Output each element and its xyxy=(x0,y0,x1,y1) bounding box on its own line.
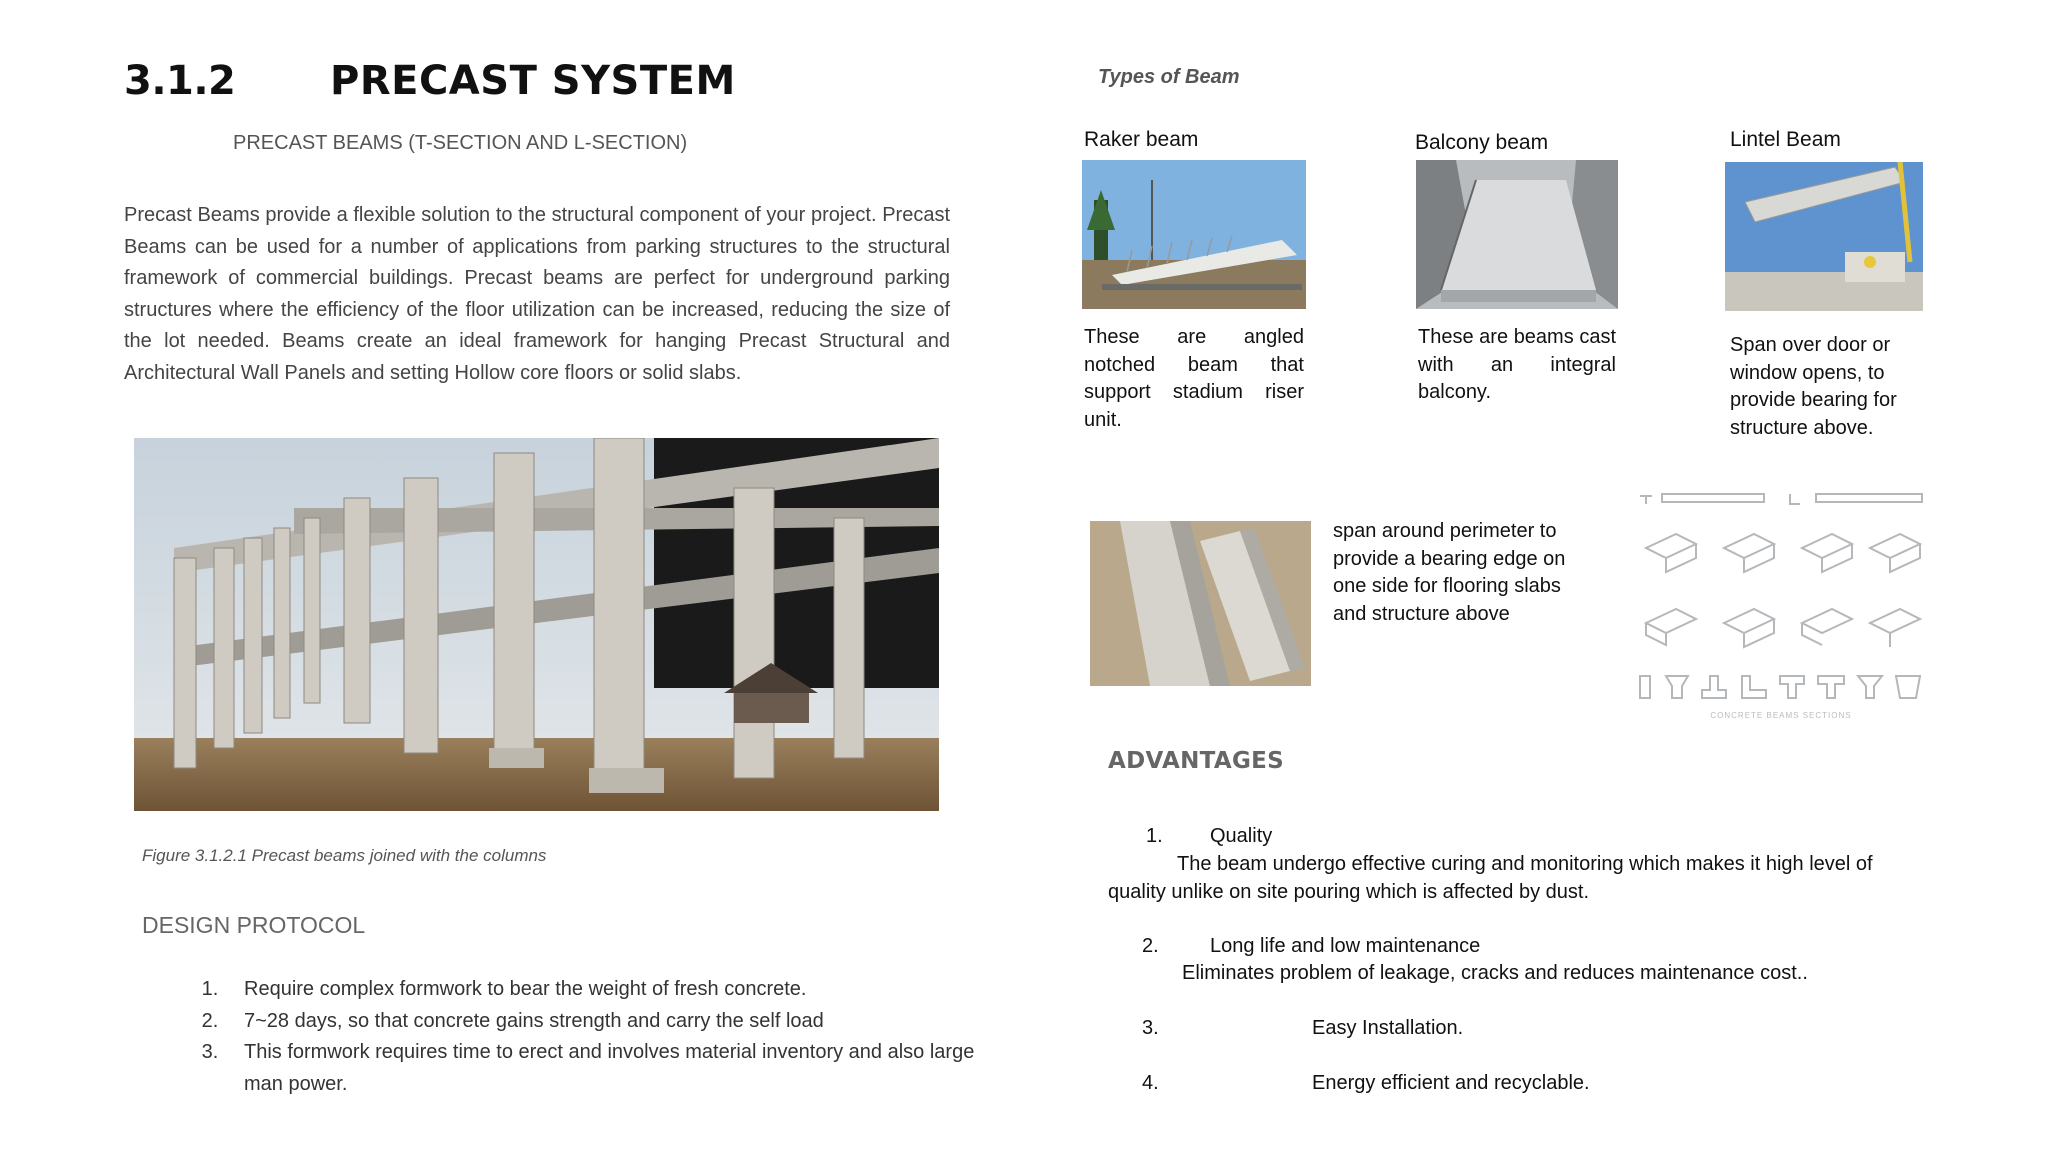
section-title: PRECAST SYSTEM xyxy=(330,58,736,104)
l-section-beam-photo xyxy=(1090,521,1311,686)
lintel-beam-description: Span over door or window opens, to provide bearing for structure above. xyxy=(1730,334,1897,439)
precast-structure-photo xyxy=(134,438,939,811)
section-subtitle: PRECAST BEAMS (T-SECTION AND L-SECTION) xyxy=(233,132,688,154)
advantage-title: Quality xyxy=(1210,825,1273,847)
list-item xyxy=(176,1037,1006,1100)
balcony-beam-description: These are beams cast with an integral balcony. xyxy=(1418,326,1616,403)
list-text: Require complex formwork to bear the weight of fresh concrete. xyxy=(244,978,807,1000)
lintel-beam-photo xyxy=(1725,162,1923,311)
advantages-heading: ADVANTAGES xyxy=(1108,748,1285,774)
list-number: 2. xyxy=(201,1009,219,1032)
sections-caption: CONCRETE BEAMS SECTIONS xyxy=(1710,711,1852,720)
design-protocol-list xyxy=(176,974,1006,1100)
design-protocol-heading: DESIGN PROTOCOL xyxy=(142,912,366,938)
balcony-beam-label: Balcony beam xyxy=(1415,131,1549,154)
intro-paragraph: Precast Beams provide a flexible solution to the structural component of your project. Precast Beams can be used for a number of applications from parking structures to the structural framework of commercial buildings. Precast beams are perfect for underground parking structures where the efficiency of the floor utilization can be increased, reducing the size of the lot needed. Beams create an ideal framework for hanging Precast Structural and Architectural Wall Panels and setting Hollow core floors or solid slabs. xyxy=(124,204,950,384)
lintel-beam-label: Lintel Beam xyxy=(1730,128,1841,151)
raker-beam-photo xyxy=(1082,160,1306,309)
advantage-title: Energy efficient and recyclable. xyxy=(1312,1072,1590,1094)
l-section-beam-description: span around perimeter to provide a bearing edge on one side for flooring slabs and structure above xyxy=(1333,520,1566,625)
figure-caption: Figure 3.1.2.1 Precast beams joined with the columns xyxy=(142,846,547,865)
raker-beam-label: Raker beam xyxy=(1084,128,1199,151)
list-number: 1. xyxy=(201,978,219,1000)
section-number: 3.1.2 xyxy=(124,58,236,104)
list-text: 7~28 days, so that concrete gains strength and carry the self load xyxy=(244,1009,824,1032)
advantage-title: Easy Installation. xyxy=(1312,1017,1464,1039)
advantage-number: 3. xyxy=(1142,1017,1159,1039)
advantage-detail: Eliminates problem of leakage, cracks and reduces maintenance cost.. xyxy=(1182,962,1808,984)
advantage-detail: The beam undergo effective curing and monitoring which makes it high level of quality unlike on site pouring which is affected by dust. xyxy=(1108,853,1873,903)
advantage-number: 4. xyxy=(1142,1072,1159,1094)
list-number: 3. xyxy=(201,1041,219,1063)
raker-beam-description: These are angled notched beam that support stadium riser unit. xyxy=(1084,326,1304,431)
types-of-beam-title: Types of Beam xyxy=(1098,66,1240,88)
advantage-number: 2. xyxy=(1142,935,1159,957)
advantage-number: 1. xyxy=(1146,825,1163,847)
balcony-beam-photo xyxy=(1416,160,1618,309)
list-text: This formwork requires time to erect and involves material inventory and also large man power. xyxy=(244,1041,975,1095)
list-item xyxy=(176,1006,1006,1038)
list-item xyxy=(176,974,1006,1006)
advantage-title: Long life and low maintenance xyxy=(1210,935,1481,957)
beam-sections-diagram xyxy=(1636,488,1926,720)
